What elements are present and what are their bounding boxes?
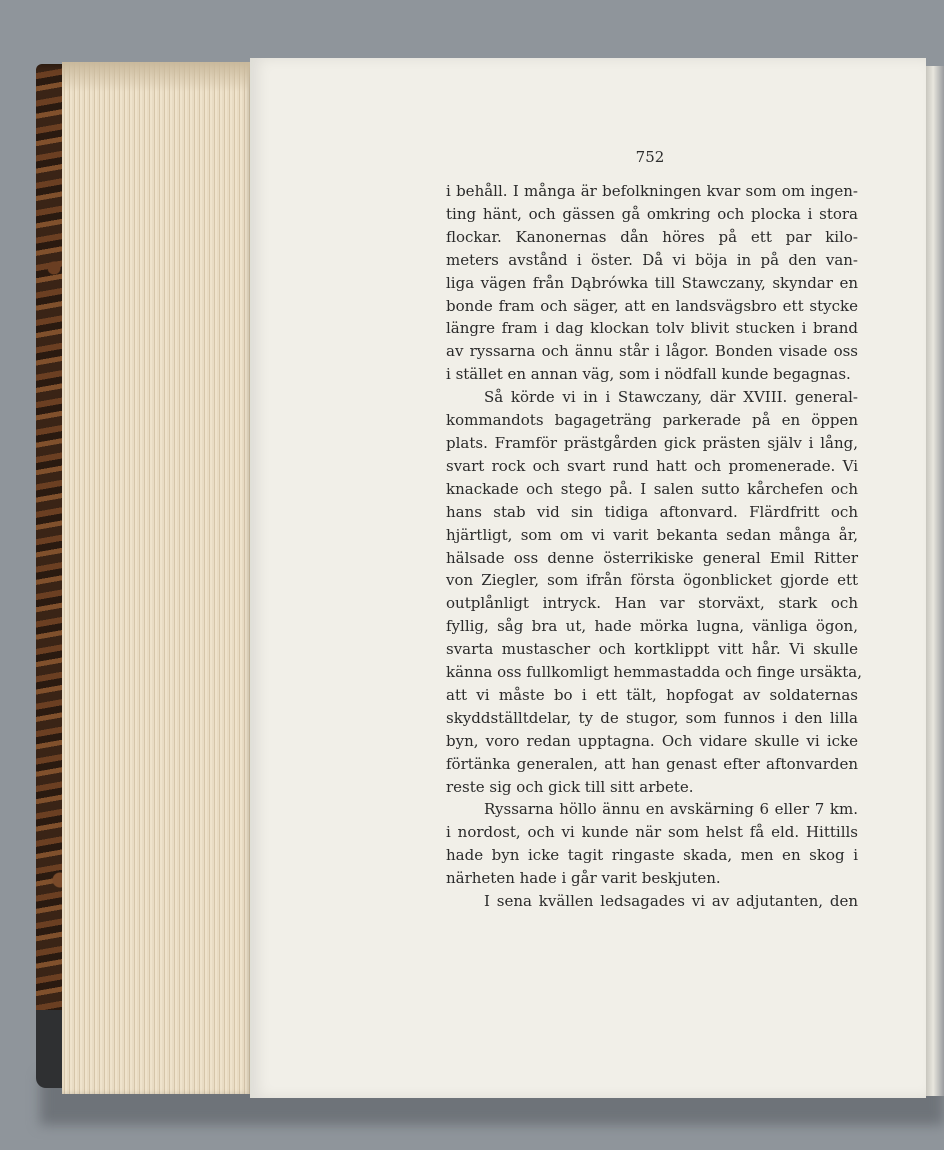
- text-line: I sena kvällen ledsagades vi av adjutanten, den: [484, 892, 858, 911]
- text-line: kommandots bagageträng parkerade på en öppen: [446, 411, 858, 430]
- page-text: [446, 180, 862, 913]
- text-line: reste sig och gick till sitt arbete.: [446, 777, 694, 796]
- text-line: i stället en annan väg, som i nödfall kunde begagnas.: [446, 365, 851, 384]
- text-line: byn, voro redan upptagna. Och vidare skulle vi icke: [446, 731, 858, 750]
- book-right-edge: [926, 66, 944, 1096]
- text-line: närheten hade i går varit beskjuten.: [446, 869, 721, 888]
- text-line: liga vägen från Dąbrówka till Stawczany, skyndar en: [446, 273, 858, 292]
- page-number: 752: [635, 148, 665, 166]
- text-line: hans stab vid sin tidiga aftonvard. Flärdfritt och: [446, 502, 858, 521]
- text-line: plats. Framför prästgården gick prästen själv i lång,: [446, 433, 858, 452]
- book-page-edges: [62, 62, 252, 1094]
- text-line: längre fram i dag klockan tolv blivit stucken i brand: [446, 319, 858, 338]
- book-page-edges-shade: [62, 62, 252, 92]
- text-line: att vi måste bo i ett tält, hopfogat av soldaternas: [446, 685, 858, 704]
- text-line: svart rock och svart rund hatt och promenerade. Vi: [446, 456, 858, 475]
- text-line: svarta mustascher och kortklippt vitt hår. Vi skulle: [446, 640, 858, 659]
- text-line: Så körde vi in i Stawczany, där XVIII. general-: [484, 388, 858, 407]
- text-line: känna oss fullkomligt hemmastadda och finge ursäkta,: [446, 663, 862, 682]
- text-line: hälsade oss denne österrikiske general Emil Ritter: [446, 548, 858, 567]
- text-line: hjärtligt, som om vi varit bekanta sedan många år,: [446, 525, 858, 544]
- text-line: förtänka generalen, att han genast efter aftonvarden: [446, 754, 858, 773]
- text-line: ting hänt, och gässen gå omkring och plocka i stora: [446, 204, 858, 223]
- text-line: skyddställtdelar, ty de stugor, som funnos i den lilla: [446, 708, 858, 727]
- text-line: hade byn icke tagit ringaste skada, men en skog i: [446, 846, 858, 865]
- text-line: knackade och stego på. I salen sutto kårchefen och: [446, 479, 858, 498]
- text-line: flockar. Kanonernas dån höres på ett par kilo-: [446, 227, 858, 246]
- text-line: meters avstånd i öster. Då vi böja in på den van-: [446, 250, 858, 269]
- text-line: i behåll. I många är befolkningen kvar som om ingen-: [446, 182, 858, 200]
- text-line: outplånligt intryck. Han var storväxt, stark och: [446, 594, 858, 613]
- text-line: Ryssarna höllo ännu en avskärning 6 eller 7 km.: [484, 800, 858, 819]
- text-line: av ryssarna och ännu står i lågor. Bonden visade oss: [446, 342, 858, 361]
- text-line: von Ziegler, som ifrån första ögonblicket gjorde ett: [446, 571, 858, 590]
- text-line: fyllig, såg bra ut, hade mörka lugna, vänliga ögon,: [446, 617, 858, 636]
- text-line: bonde fram och säger, att en landsvägsbro ett stycke: [446, 296, 858, 315]
- text-line: i nordost, och vi kunde när som helst få eld. Hittills: [446, 823, 858, 842]
